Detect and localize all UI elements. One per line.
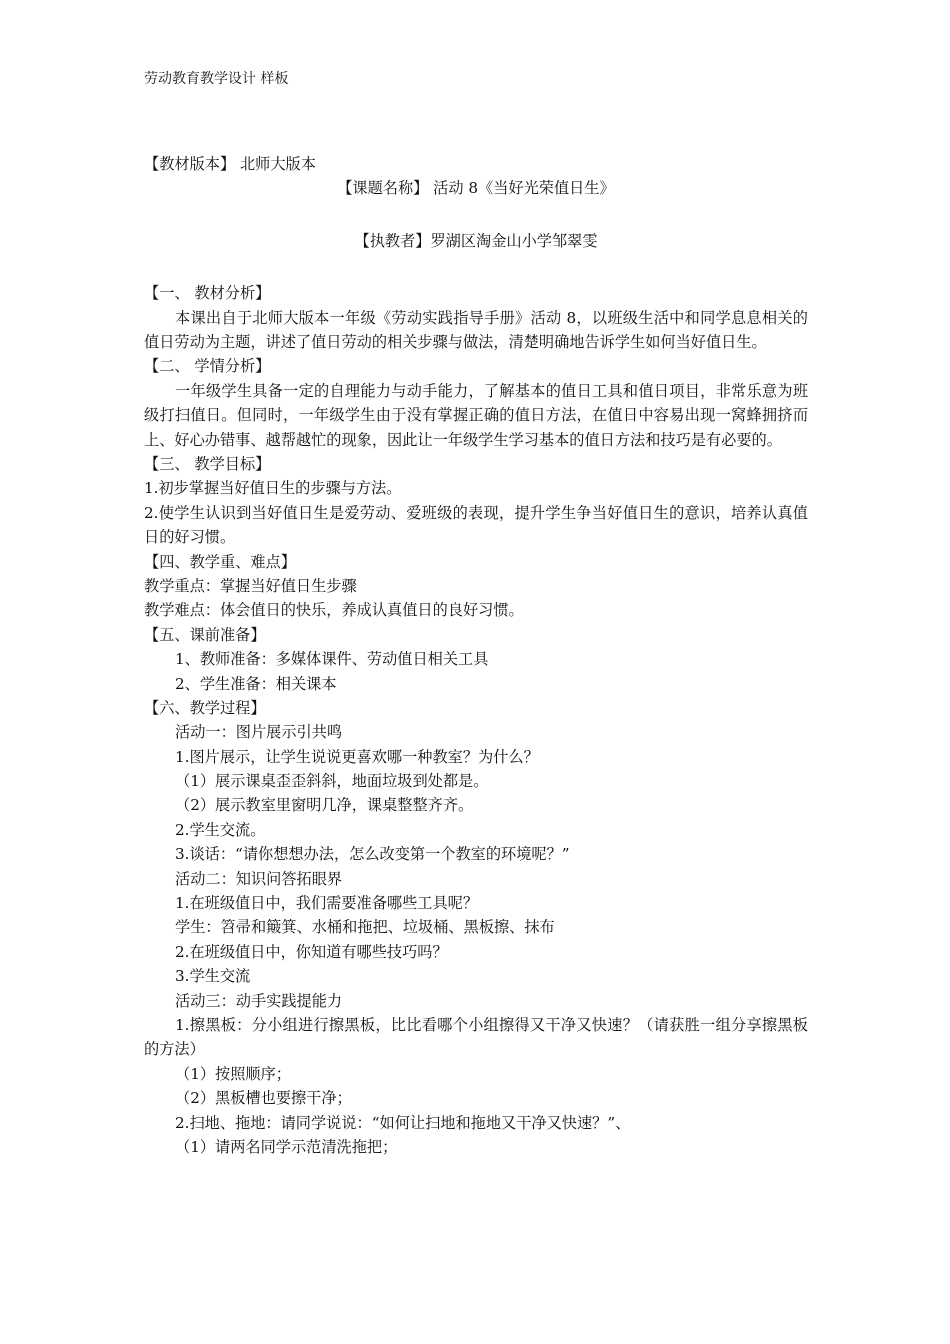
spacer: [144, 201, 808, 229]
process-line: （1）展示课桌歪歪斜斜，地面垃圾到处都是。: [175, 772, 489, 791]
list-item: 1.初步掌握当好值日生的步骤与方法。: [144, 479, 402, 498]
process-line: 3.谈话：“请你想想办法，怎么改变第一个教室的环境呢？”: [175, 845, 570, 864]
process-line: 学生：笤帚和簸箕、水桶和拖把、垃圾桶、黑板擦、抹布: [175, 918, 555, 937]
process-line: 1.擦黑板：分小组进行擦黑板，比比看哪个小组擦得又干净又快速？（请获胜一组分享擦黑板的方法）: [144, 1016, 808, 1059]
section-heading: 【三、 教学目标】: [144, 454, 271, 473]
section-paragraph: 本课出自于北师大版本一年级《劳动实践指导手册》活动 8，以班级生活中和同学息息相关的值日劳动为主题，讲述了值日劳动的相关步骤与做法，清楚明确地告诉学生如何当好值日生。: [144, 308, 808, 351]
process-line: 活动三：动手实践提能力: [175, 991, 343, 1010]
process-line: （1）按照顺序；: [175, 1064, 291, 1083]
page-header: 劳动教育教学设计 样板: [144, 71, 289, 87]
key-point: 教学重点：掌握当好值日生步骤: [144, 576, 357, 595]
section-heading: 【六、教学过程】: [144, 698, 266, 717]
section-heading: 【五、课前准备】: [144, 625, 266, 644]
process-line: 活动二：知识问答拓眼界: [175, 869, 343, 888]
process-line: 2.在班级值日中，你知道有哪些技巧吗？: [175, 942, 448, 961]
section-heading: 【四、教学重、难点】: [144, 552, 296, 571]
process-line: 2.学生交流。: [175, 820, 266, 839]
edition-line: 【教材版本】 北师大版本: [144, 155, 316, 173]
difficulty-point: 教学难点：体会值日的快乐，养成认真值日的良好习惯。: [144, 601, 524, 620]
section-heading: 【一、 教材分析】: [144, 284, 271, 303]
teacher-line: 【执教者】罗湖区淘金山小学邹翠雯: [354, 231, 598, 250]
section-paragraph: 一年级学生具备一定的自理能力与动手能力，了解基本的值日工具和值日项目，非常乐意为班级打扫值日。但同时，一年级学生由于没有掌握正确的值日方法，在值日中容易出现一窝蜂拥挤而上、好心办错事、越帮越忙的现象，因此让一年级学生学习基本的值日方法和技巧是有必要的。: [144, 381, 808, 449]
process-line: 1.图片展示，让学生说说更喜欢哪一种教室？为什么？: [175, 747, 539, 766]
list-item: 2.使学生认识到当好值日生是爱劳动、爱班级的表现，提升学生争当好值日生的意识，培养认真值日的好习惯。: [144, 503, 808, 547]
process-line: （2）黑板槽也要擦干净；: [175, 1089, 352, 1108]
process-line: （2）展示教室里窗明几净，课桌整整齐齐。: [175, 796, 474, 815]
process-line: （1）请两名同学示范清洗拖把；: [175, 1137, 398, 1156]
process-line: 1.在班级值日中，我们需要准备哪些工具呢？: [175, 894, 479, 913]
spacer: [144, 253, 808, 281]
list-item: 1、教师准备：多媒体课件、劳动值日相关工具: [175, 650, 489, 669]
process-line: 活动一：图片展示引共鸣: [175, 723, 343, 742]
document-body: [144, 152, 808, 1159]
list-item: 2、学生准备：相关课本: [175, 674, 337, 693]
process-line: 3.学生交流: [175, 967, 251, 986]
process-line: 2.扫地、拖地：请同学说说：“如何让扫地和拖地又干净又快速？”、: [175, 1113, 631, 1132]
section-heading: 【二、 学情分析】: [144, 357, 271, 376]
title-line: 【课题名称】 活动 8《当好光荣值日生》: [337, 179, 615, 198]
